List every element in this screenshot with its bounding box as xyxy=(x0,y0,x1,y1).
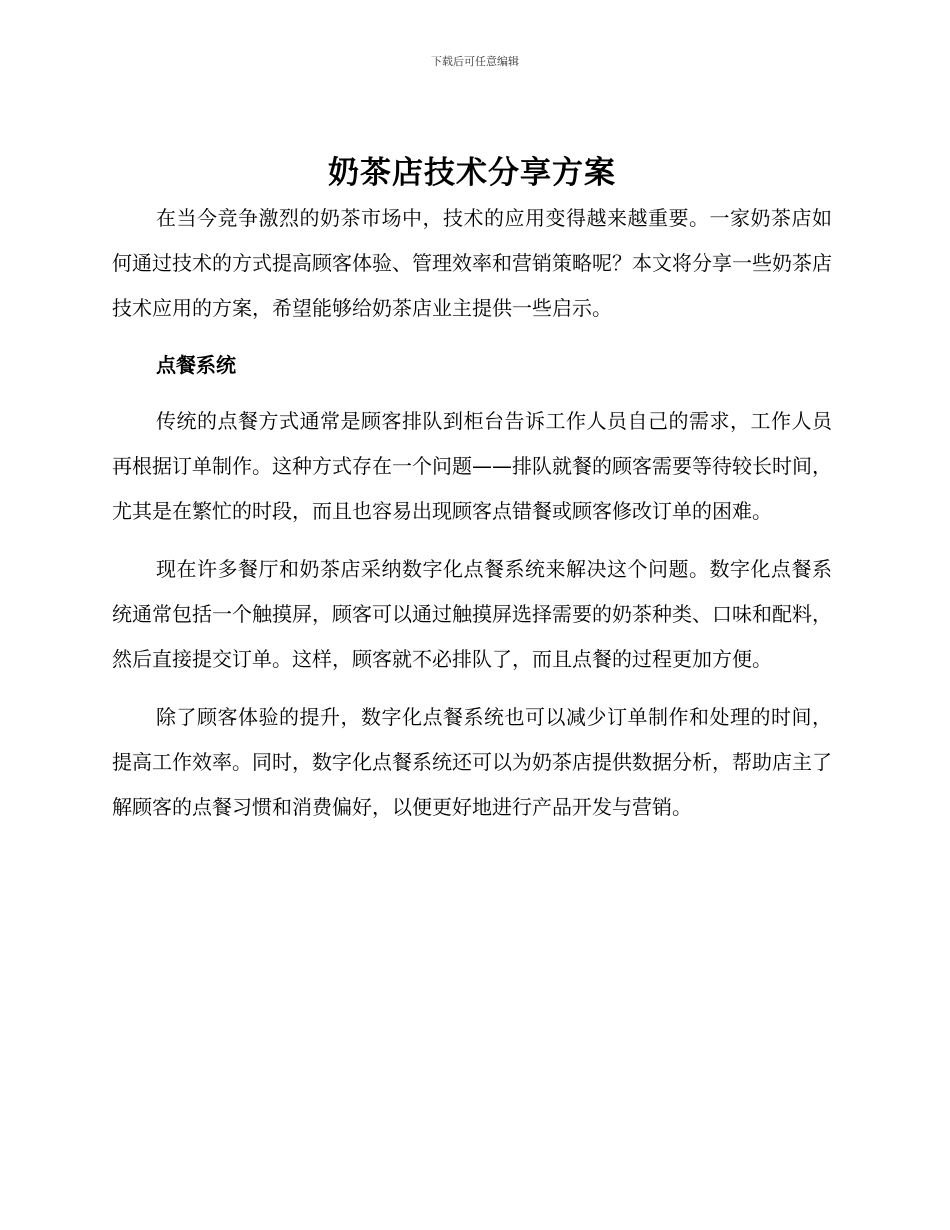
intro-paragraph: 在当今竞争激烈的奶茶市场中，技术的应用变得越来越重要。一家奶茶店如何通过技术的方式提高顾客体验、管理效率和营销策略呢？本文将分享一些奶茶店技术应用的方案，希望能够给奶茶店业主提供一些启示。 xyxy=(112,206,832,320)
body-paragraph: 除了顾客体验的提升，数字化点餐系统也可以减少订单制作和处理的时间，提高工作效率。同时，数字化点餐系统还可以为奶茶店提供数据分析，帮助店主了解顾客的点餐习惯和消费偏好，以便更好地进行产品开发与营销。 xyxy=(112,705,832,819)
body-paragraph: 传统的点餐方式通常是顾客排队到柜台告诉工作人员自己的需求，工作人员再根据订单制作。这种方式存在一个问题——排队就餐的顾客需要等待较长时间，尤其是在繁忙的时段，而且也容易出现顾客点错餐或顾客修改订单的困难。 xyxy=(112,409,832,523)
body-paragraph: 现在许多餐厅和奶茶店采纳数字化点餐系统来解决这个问题。数字化点餐系统通常包括一个触摸屏，顾客可以通过触摸屏选择需要的奶茶种类、口味和配料，然后直接提交订单。这样，顾客就不必排队了，而且点餐的过程更加方便。 xyxy=(112,557,832,671)
section-heading-ordering-system: 点餐系统 xyxy=(156,353,236,377)
page-header-note: 下载后可任意编辑 xyxy=(431,55,519,68)
document-body xyxy=(112,150,832,830)
document-title: 奶茶店技术分享方案 xyxy=(328,155,616,191)
